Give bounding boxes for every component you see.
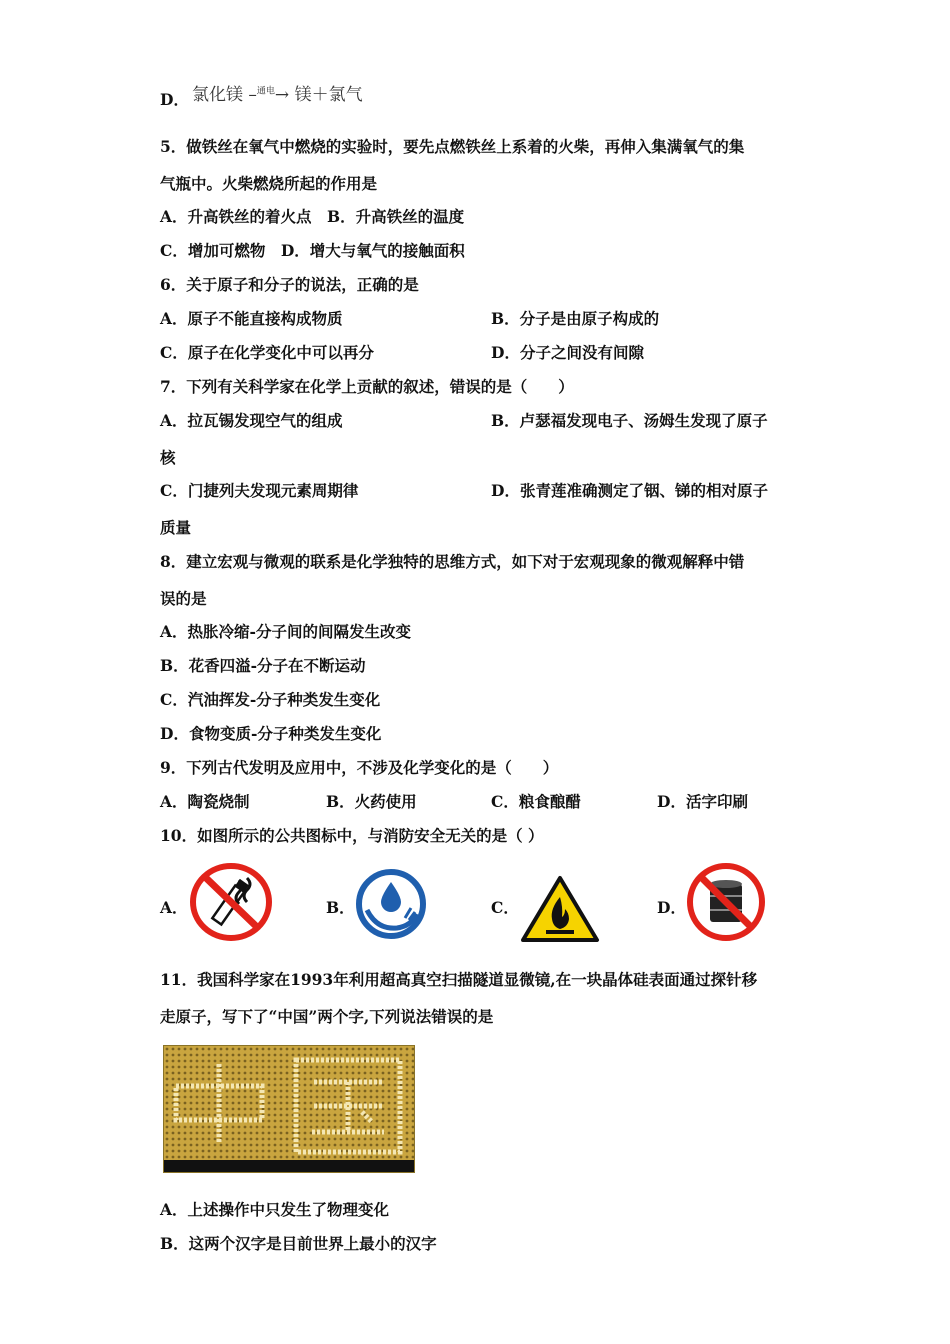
q5-stem-line1: 5．做铁丝在氧气中燃烧的实验时，要先点燃铁丝上系着的火柴，再伸入集满氧气的集 [160, 137, 745, 156]
q7-stem: 7．下列有关科学家在化学上贡献的叙述，错误的是（ ） [160, 377, 574, 396]
stm-scale-bar [164, 1160, 414, 1172]
q5-stem-line2: 气瓶中。火柴燃烧所起的作用是 [160, 174, 378, 193]
q6-option-a: A．原子不能直接构成物质 [160, 309, 343, 328]
q5-options-line1: A．升高铁丝的着火点 B．升高铁丝的温度 [160, 207, 465, 226]
no-oil-drum-sign-icon [686, 862, 766, 942]
q8-option-a: A．热胀冷缩-分子间的间隔发生改变 [160, 622, 411, 641]
q9-stem: 9．下列古代发明及应用中，不涉及化学变化的是（ ） [160, 758, 559, 777]
q11-option-b: B．这两个汉字是目前世界上最小的汉字 [160, 1234, 437, 1253]
formula-reactant: 氯化镁 [192, 85, 243, 105]
q11-stem-line2: 走原子，写下了“中国”两个字,下列说法错误的是 [160, 1007, 494, 1026]
q9-option-b: B．火药使用 [326, 792, 417, 811]
q10-option-d-letter: D． [657, 898, 686, 917]
q8-option-c: C．汽油挥发-分子种类发生变化 [160, 690, 381, 709]
q9-option-a: A．陶瓷烧制 [160, 792, 250, 811]
stm-atoms-pattern [164, 1046, 414, 1172]
q6-option-c: C．原子在化学变化中可以再分 [160, 343, 374, 362]
q6-option-b: B．分子是由原子构成的 [491, 309, 660, 328]
q7-option-d-continuation: 质量 [160, 518, 192, 537]
q6-stem: 6．关于原子和分子的说法，正确的是 [160, 275, 419, 294]
q5-options-line2: C．增加可燃物 D．增大与氧气的接触面积 [160, 241, 465, 260]
stm-zhongguo-image [163, 1045, 415, 1173]
q8-option-d: D．食物变质-分子种类发生变化 [160, 724, 382, 743]
q11-option-a: A．上述操作中只发生了物理变化 [160, 1200, 390, 1219]
q11-stem-line1: 11．我国科学家在1993年利用超高真空扫描隧道显微镜,在一块晶体硅表面通过探针移 [160, 970, 758, 989]
q8-stem-line2: 误的是 [160, 589, 207, 608]
q10-stem: 10．如图所示的公共图标中，与消防安全无关的是（ ） [160, 826, 544, 845]
water-saving-sign-icon [355, 868, 427, 940]
q10-option-c-letter: C． [491, 898, 519, 917]
q9-option-d: D．活字印刷 [657, 792, 748, 811]
flammable-warning-sign-icon [520, 875, 600, 943]
q8-stem-line1: 8．建立宏观与微观的联系是化学独特的思维方式，如下对于宏观现象的微观解释中错 [160, 552, 745, 571]
formula-products: 镁＋氯气 [294, 85, 363, 105]
q7-option-d: D．张青莲准确测定了铟、锑的相对原子 [491, 481, 768, 500]
q9-option-c: C．粮食酿醋 [491, 792, 581, 811]
q4-option-d-formula: 氯化镁 –$^{通电}$→ 镁＋氯气 [192, 85, 363, 105]
q6-option-d: D．分子之间没有间隙 [491, 343, 644, 362]
q7-option-c: C．门捷列夫发现元素周期律 [160, 481, 359, 500]
q8-option-b: B．花香四溢-分子在不断运动 [160, 656, 366, 675]
q10-option-b-letter: B． [326, 898, 355, 917]
q7-option-b: B．卢瑟福发现电子、汤姆生发现了原子 [491, 411, 768, 430]
no-smoking-sign-icon [189, 862, 273, 942]
q10-option-a-letter: A． [160, 898, 188, 917]
q7-option-b-continuation: 核 [160, 448, 176, 467]
q7-option-a: A．拉瓦锡发现空气的组成 [160, 411, 343, 430]
formula-condition: 通电 [256, 86, 275, 97]
q4-option-d-letter: D． [160, 90, 189, 109]
